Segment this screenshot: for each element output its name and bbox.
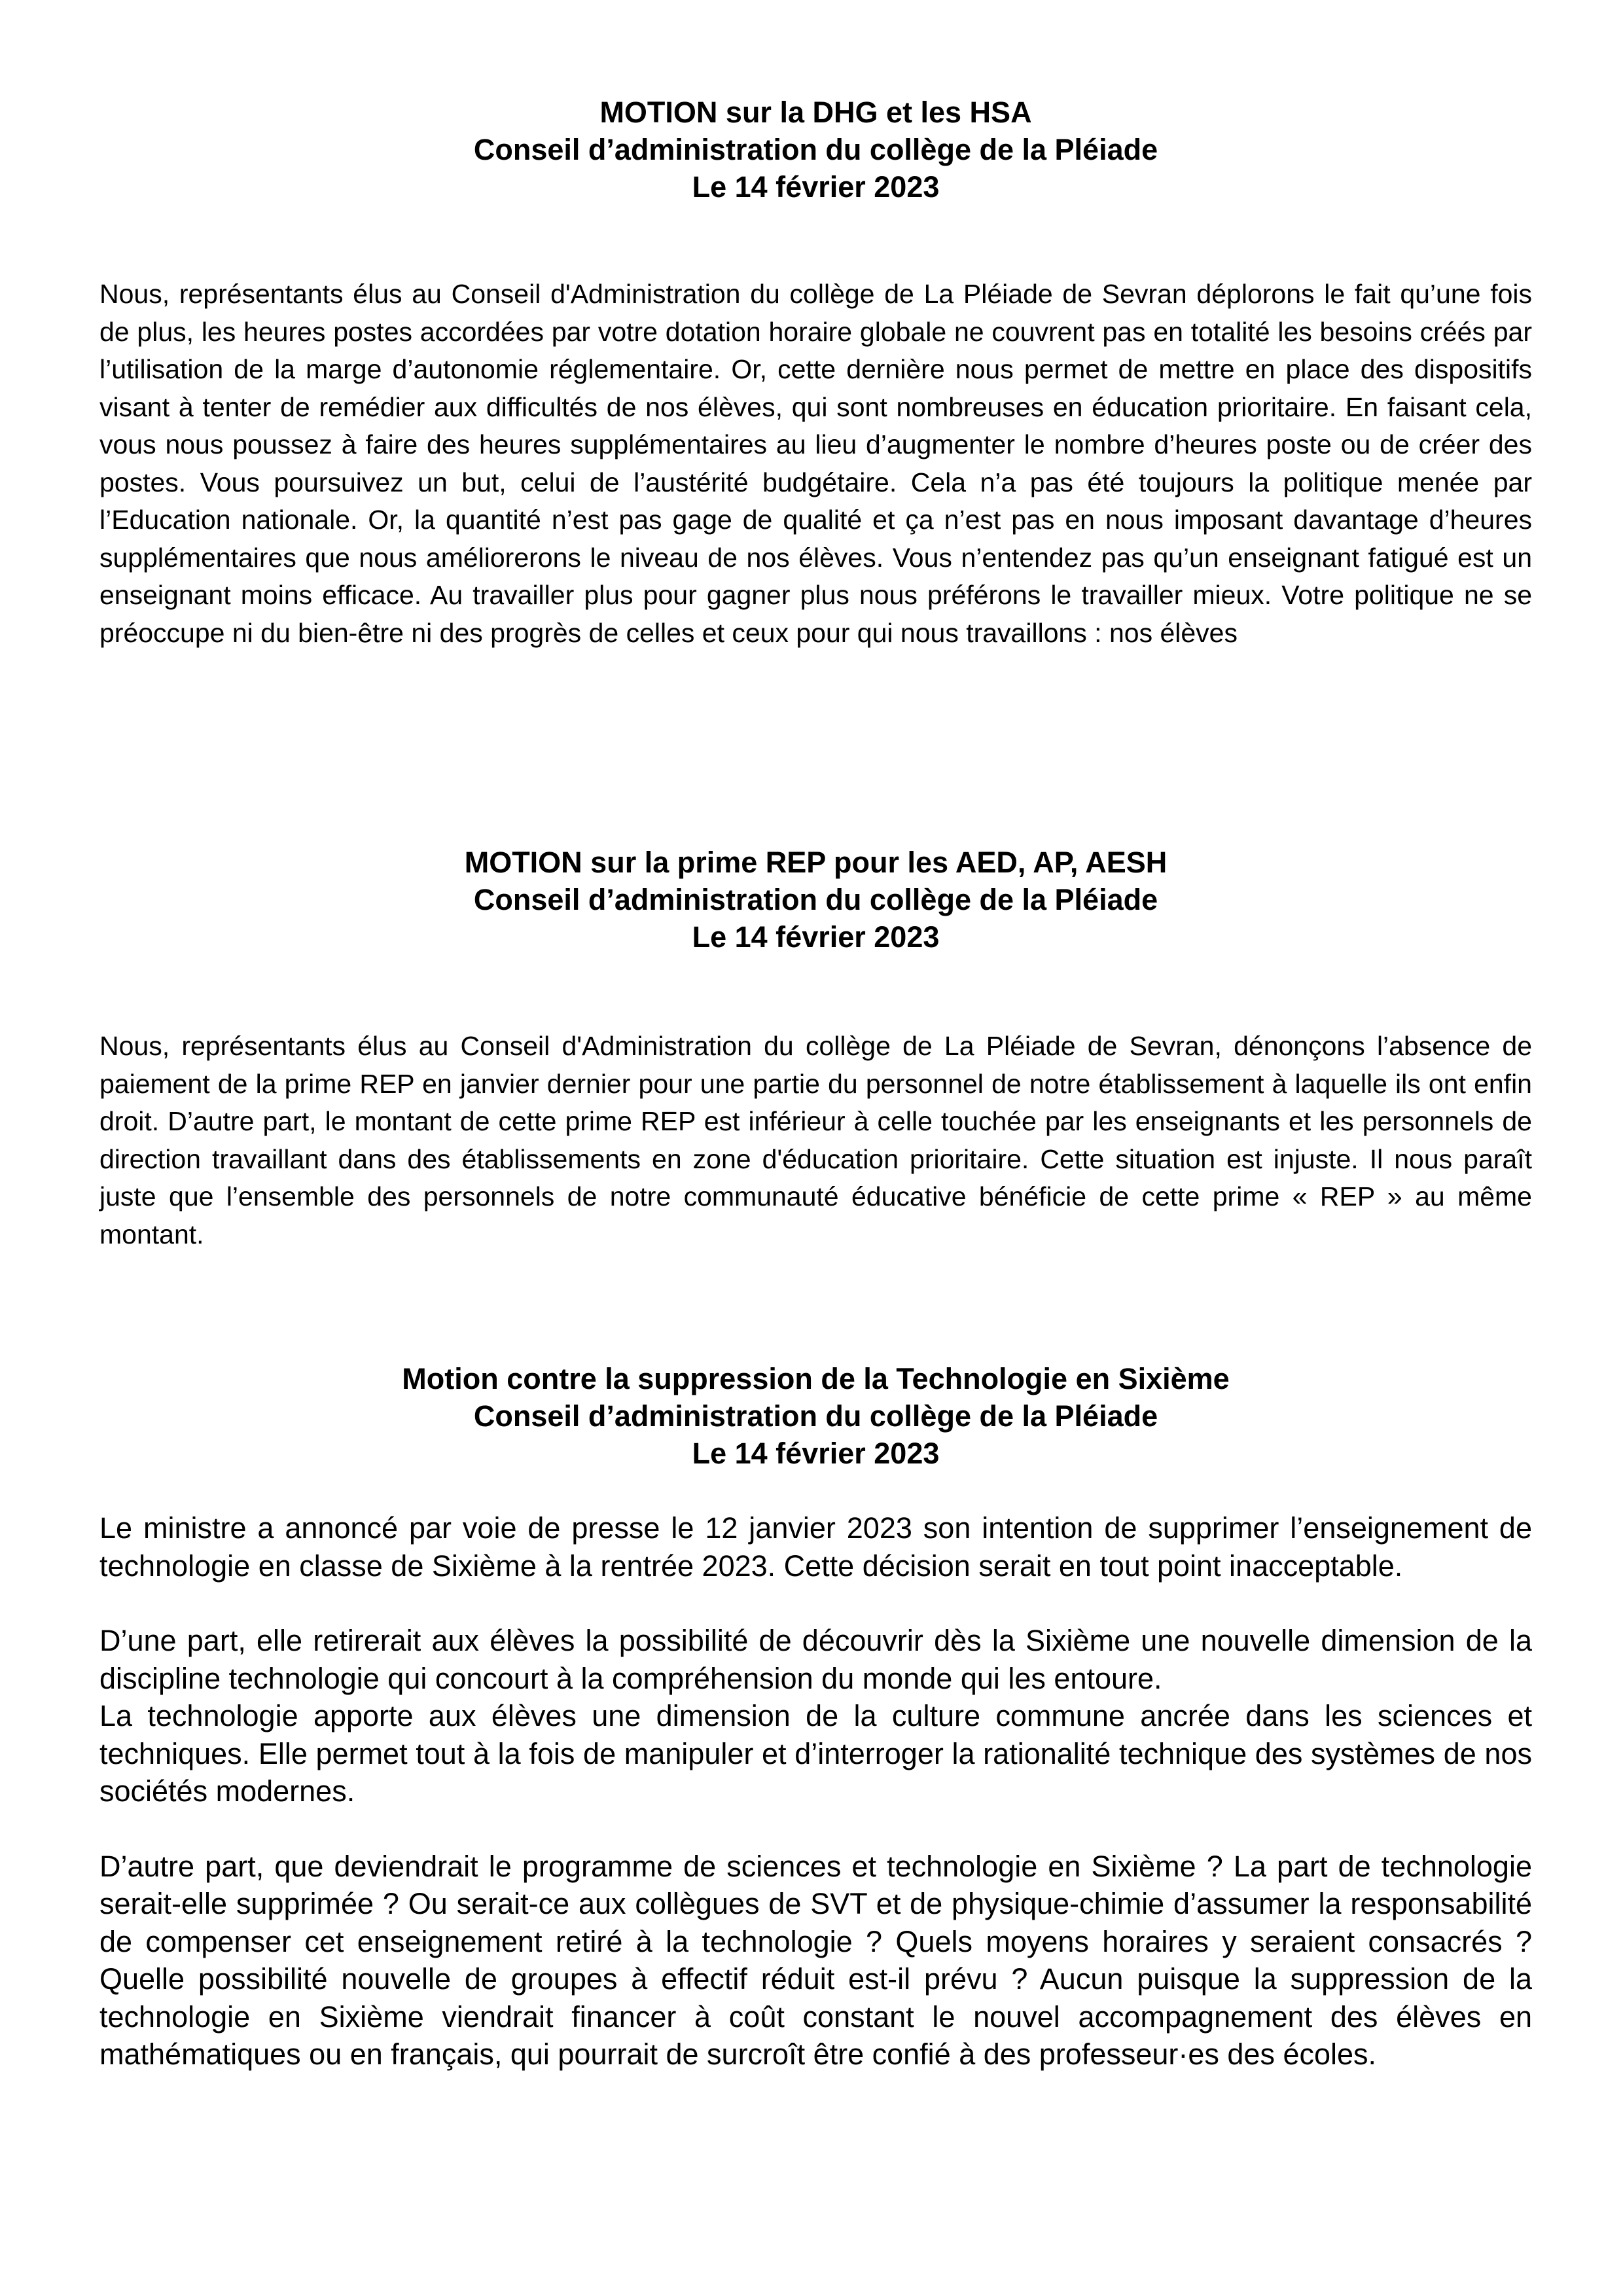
motion-title: Motion contre la suppression de la Technologie en Sixième	[402, 1362, 1230, 1395]
motion-header	[99, 94, 1532, 206]
motion-subtitle: Conseil d’administration du collège de la Pléiade	[473, 883, 1158, 916]
motion-technologie-sixieme	[99, 1360, 1532, 2073]
motion-title: MOTION sur la DHG et les HSA	[599, 96, 1032, 129]
motion-subtitle: Conseil d’administration du collège de la Pléiade	[473, 133, 1158, 166]
motion-date: Le 14 février 2023	[692, 1437, 940, 1470]
motion-date: Le 14 février 2023	[692, 170, 940, 204]
motion-date: Le 14 février 2023	[692, 920, 940, 954]
motion-prime-rep	[99, 844, 1532, 1253]
motion-paragraph: Nous, représentants élus au Conseil d'Administration du collège de La Pléiade de Sevran, dénonçons l’absence de paiement de la prime REP en janvier dernier pour une partie du personnel de notre établissement à laquelle ils ont enfin droit. D’autre part, le montant de cette prime REP est inférieur à celle touchée par les enseignants et les personnels de direction travaillant dans des établissements en zone d'éducation prioritaire. Cette situation est injuste. Il nous paraît juste que l’ensemble des personnels de notre communauté éducative bénéficie de cette prime « REP » au même montant.	[99, 1031, 1532, 1249]
motion-title: MOTION sur la prime REP pour les AED, AP, AESH	[464, 846, 1168, 879]
motion-paragraph: D’une part, elle retirerait aux élèves la possibilité de découvrir dès la Sixième une nouvelle dimension de la discipline technologie qui concourt à la compréhension du monde qui les entoure.	[99, 1624, 1532, 1695]
motion-paragraph: D’autre part, que deviendrait le programme de sciences et technologie en Sixième ? La part de technologie serait-elle supprimée ? Ou serait-ce aux collègues de SVT et de physique-chimie d’assumer la responsabilité de compenser cet enseignement retiré à la technologie ? Quels moyens horaires y seraient consacrés ? Quelle possibilité nouvelle de groupes à effectif réduit est-il prévu ? Aucun puisque la suppression de la technologie en Sixième viendrait financer à coût constant le nouvel accompagnement des élèves en mathématiques ou en français, qui pourrait de surcroît être confié à des professeur·es des écoles.	[99, 1849, 1532, 2071]
motion-subtitle: Conseil d’administration du collège de la Pléiade	[473, 1399, 1158, 1433]
motion-paragraph: La technologie apporte aux élèves une dimension de la culture commune ancrée dans les sciences et techniques. Elle permet tout à la fois de manipuler et d’interroger la rationalité technique des systèmes de nos sociétés modernes.	[99, 1699, 1532, 1808]
motion-dhg-hsa	[99, 94, 1532, 652]
motion-header	[99, 1360, 1532, 1472]
motion-header	[99, 844, 1532, 956]
motion-paragraph: Nous, représentants élus au Conseil d'Administration du collège de La Pléiade de Sevran déplorons le fait qu’une fois de plus, les heures postes accordées par votre dotation horaire globale ne couvrent pas en totalité les besoins créés par l’utilisation de la marge d’autonomie réglementaire. Or, cette dernière nous permet de mettre en place des dispositifs visant à tenter de remédier aux difficultés de nos élèves, qui sont nombreuses en éducation prioritaire. En faisant cela, vous nous poussez à faire des heures supplémentaires au lieu d’augmenter le nombre d’heures poste ou de créer des postes. Vous poursuivez un but, celui de l’austérité budgétaire. Cela n’a pas été toujours la politique menée par l’Education nationale. Or, la quantité n’est pas gage de qualité et ça n’est pas en nous imposant davantage d’heures supplémentaires que nous améliorerons le niveau de nos élèves. Vous n’entendez pas qu’un enseignant fatigué est un enseignant moins efficace. Au travailler plus pour gagner plus nous préférons le travailler mieux. Votre politique ne se préoccupe ni du bien-être ni des progrès de celles et ceux pour qui nous travaillons : nos élèves	[99, 279, 1532, 648]
motion-paragraph: Le ministre a annoncé par voie de presse le 12 janvier 2023 son intention de supprimer l’enseignement de technologie en classe de Sixième à la rentrée 2023. Cette décision serait en tout point inacceptable.	[99, 1511, 1532, 1583]
